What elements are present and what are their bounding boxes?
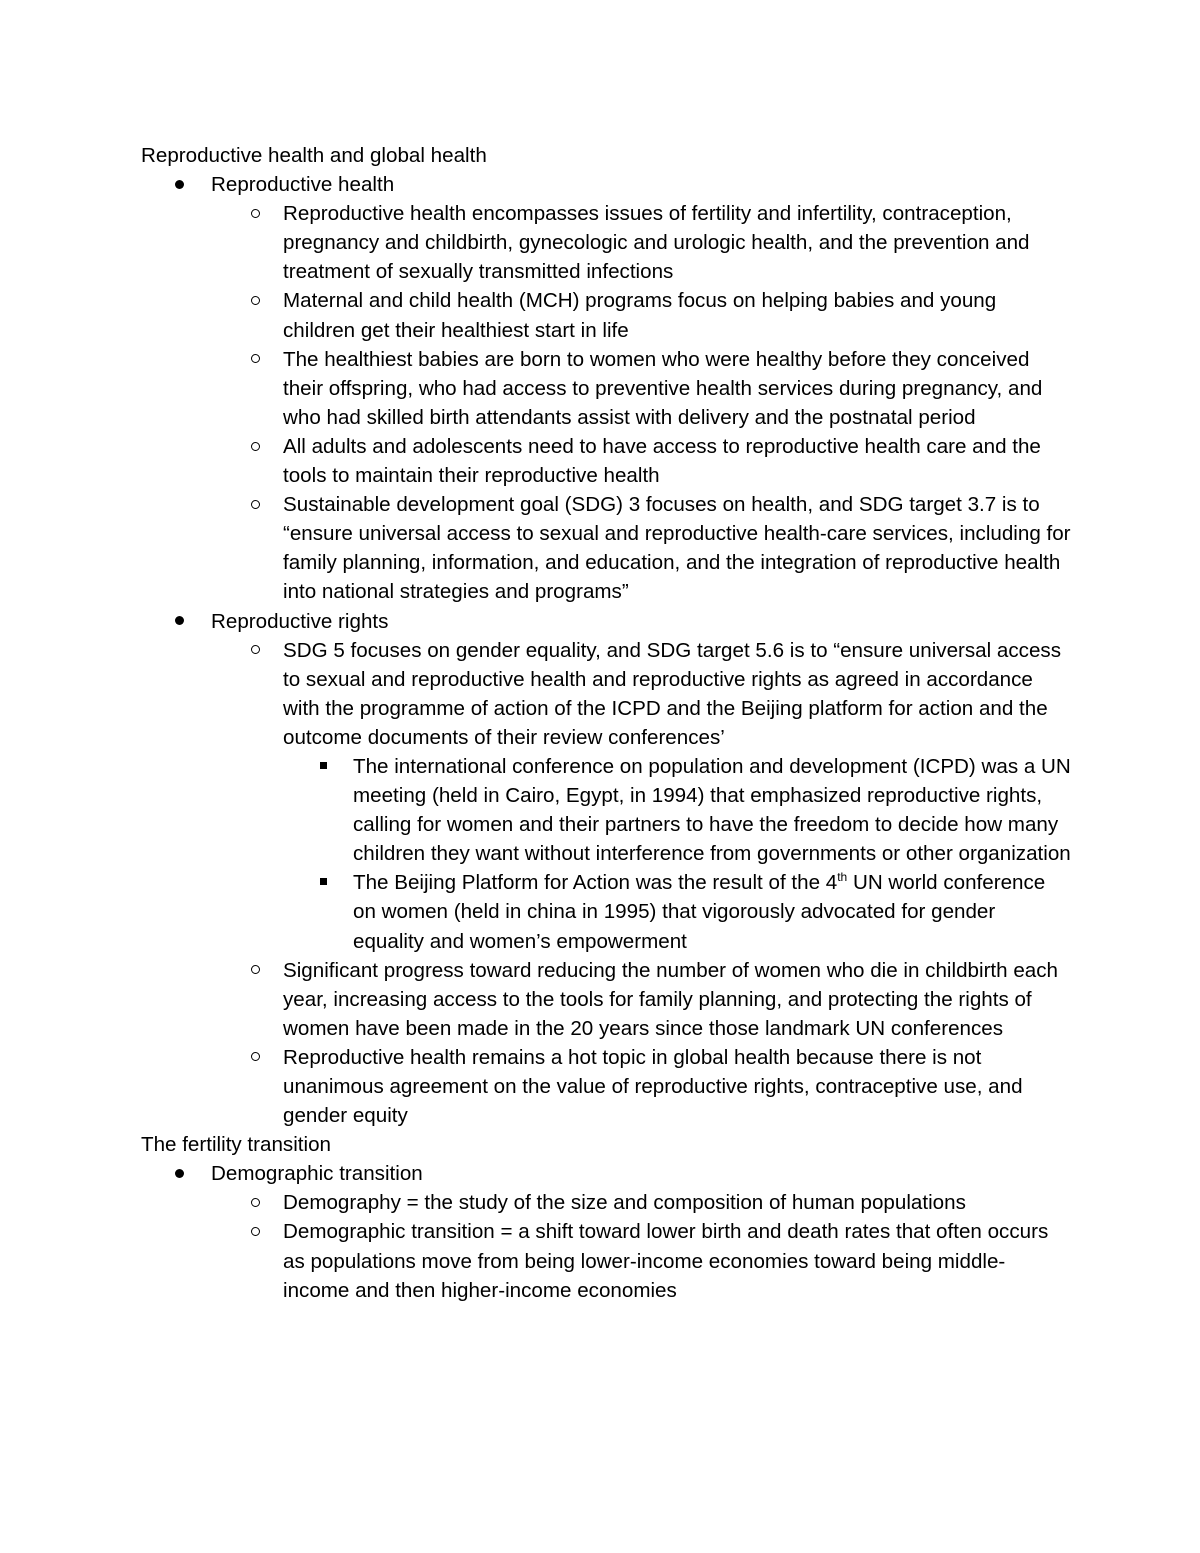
list-item-text: All adults and adolescents need to have access to reproductive health care and the tools to maintain their reproductive health — [283, 434, 1041, 488]
topic-label: Reproductive rights — [211, 609, 389, 633]
circle-bullet-icon — [245, 286, 265, 315]
topic-label: Demographic transition — [211, 1162, 423, 1186]
list-item-text: Demography = the study of the size and composition of human populations — [283, 1191, 966, 1215]
list-item — [141, 1043, 1071, 1130]
bullet-icon — [169, 1159, 189, 1188]
circle-bullet-icon — [245, 1043, 265, 1072]
list-item-text: Demographic transition = a shift toward lower birth and death rates that often occurs as populations move from being lower-income economies toward being middle-income and then higher-income economies — [283, 1220, 1049, 1302]
list-item — [141, 432, 1071, 490]
list-item-text: Reproductive health encompasses issues of fertility and infertility, contraception, pregnancy and childbirth, gynecologic and urologic health, and the prevention and treatment of sexually transmitted infections — [283, 202, 1030, 284]
list-subitem-text — [353, 871, 1045, 952]
list-item-text: SDG 5 focuses on gender equality, and SDG target 5.6 is to “ensure universal access to sexual and reproductive health and reproductive rights as agreed in accordance with the programme of action of the ICPD and the Beijing platform for action and the outcome documents of their review conferences’ — [283, 638, 1062, 749]
list-subitem — [141, 752, 1071, 868]
square-bullet-icon — [313, 752, 333, 781]
section-heading-fertility-transition: The fertility transition — [141, 1133, 331, 1157]
beijing-text-end: UN world conference on women (held in china in 1995) that vigorously advocated for gender equality and women’s empowerment — [353, 871, 1046, 953]
bullet-icon — [169, 607, 189, 636]
list-item — [141, 636, 1071, 752]
list-item — [141, 956, 1071, 1043]
list-subitem-text: The international conference on population and development (ICPD) was a UN meeting (held in Cairo, Egypt, in 1994) that emphasized reproductive rights, calling for women and their partners to have the freedom to decide how many children they want without interference from governments or other organization — [353, 754, 1071, 866]
topic-reproductive-rights — [141, 607, 1071, 636]
topic-label: Reproductive health — [211, 173, 395, 197]
circle-bullet-icon — [245, 490, 265, 519]
circle-bullet-icon — [245, 956, 265, 985]
bullet-icon — [169, 170, 189, 199]
circle-bullet-icon — [245, 199, 265, 228]
section-2-list — [141, 1159, 1071, 1304]
circle-bullet-icon — [245, 432, 265, 461]
section-1-list — [141, 170, 1071, 1130]
section-heading-reproductive-global-health: Reproductive health and global health — [141, 144, 487, 167]
list-item — [141, 1217, 1071, 1304]
ordinal-suffix: th — [837, 870, 848, 885]
list-item-text: Sustainable development goal (SDG) 3 focuses on health, and SDG target 3.7 is to “ensure universal access to sexual and reproductive health-care services, including for family planning, information, and education, and the integration of reproductive health into national strategies and programs” — [283, 493, 1071, 604]
circle-bullet-icon — [245, 1217, 265, 1246]
circle-bullet-icon — [245, 345, 265, 374]
list-item — [141, 1188, 1071, 1217]
topic-reproductive-health — [141, 170, 1071, 199]
list-item — [141, 286, 1071, 344]
beijing-text-start: The Beijing Platform for Action was the result of the 4 — [353, 871, 838, 895]
list-item-text: Significant progress toward reducing the number of women who die in childbirth each year, increasing access to the tools for family planning, and protecting the rights of women have been made in the 20 years since those landmark UN conferences — [283, 958, 1058, 1040]
topic-demographic-transition — [141, 1159, 1071, 1188]
list-item-text: Maternal and child health (MCH) programs focus on helping babies and young children get their healthiest start in life — [283, 289, 997, 342]
list-item — [141, 490, 1071, 606]
list-item-text: Reproductive health remains a hot topic in global health because there is not unanimous agreement on the value of reproductive rights, contraceptive use, and gender equity — [283, 1045, 1023, 1128]
circle-bullet-icon — [245, 636, 265, 665]
square-bullet-icon — [313, 868, 333, 897]
list-item — [141, 199, 1071, 286]
document-body — [141, 141, 1071, 1305]
list-subitem — [141, 868, 1071, 955]
list-item — [141, 345, 1071, 432]
circle-bullet-icon — [245, 1188, 265, 1217]
list-item-text: The healthiest babies are born to women who were healthy before they conceived their offspring, who had access to preventive health services during pregnancy, and who had skilled birth attendants assist with delivery and the postnatal period — [283, 347, 1043, 429]
